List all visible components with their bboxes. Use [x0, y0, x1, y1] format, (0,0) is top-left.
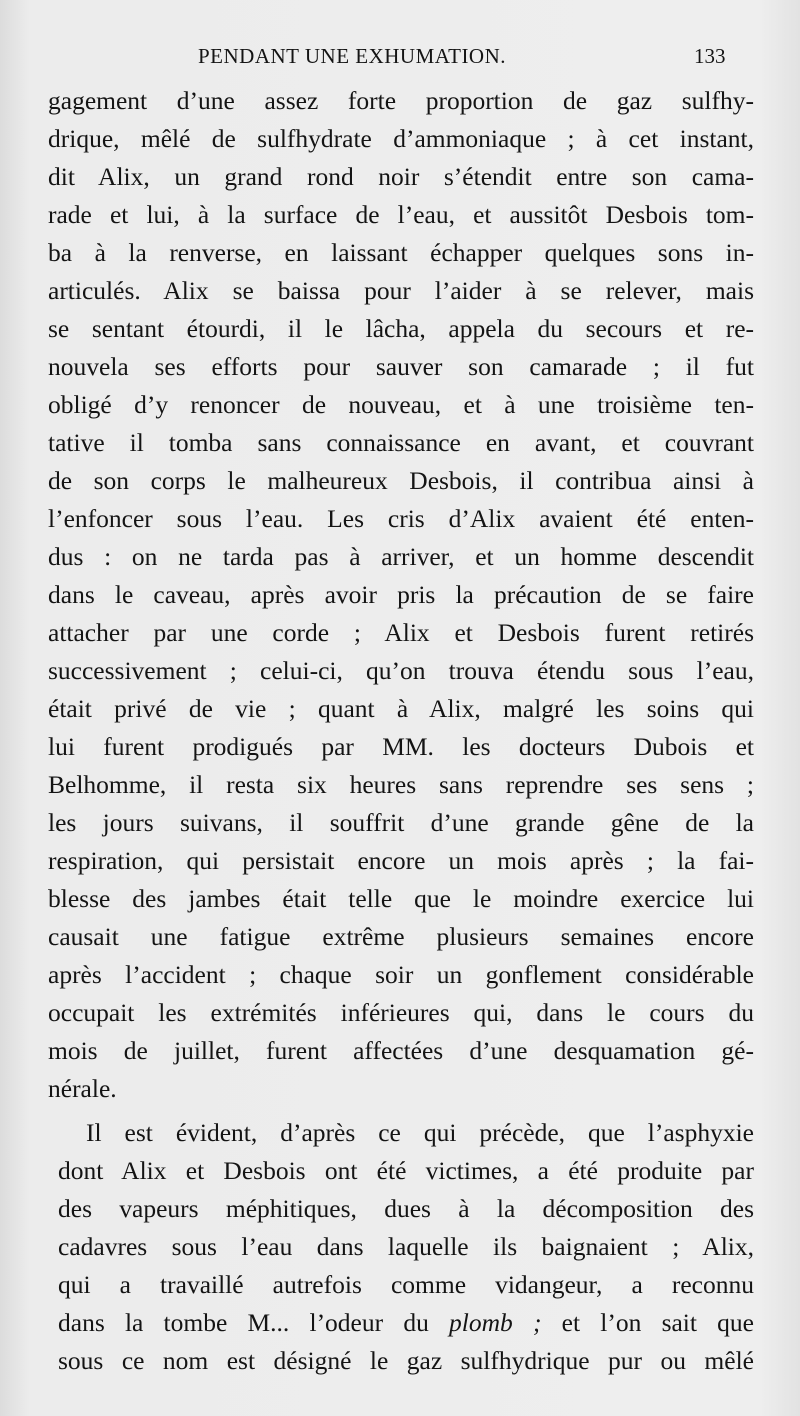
text-line-with-italic: [58, 1304, 754, 1342]
text-line: se sentant étourdi, il le lâcha, appela du secours et re-: [48, 314, 754, 343]
text-segment: et l’on sait que: [541, 1308, 754, 1337]
text-line: gagement d’une assez forte proportion de gaz sulfhy-: [48, 86, 754, 115]
page-number: 133: [694, 44, 726, 68]
text-line: attacher par une corde ; Alix et Desbois furent retirés: [48, 618, 754, 647]
text-line: ba à la renverse, en laissant échapper quelques sons in-: [48, 238, 754, 267]
text-line: tative il tomba sans connaissance en avant, et couvrant: [48, 428, 754, 457]
text-line: après l’accident ; chaque soir un gonflement considérable: [48, 960, 754, 989]
text-line: blesse des jambes était telle que le moindre exercice lui: [48, 884, 754, 913]
text-line: mois de juillet, furent affectées d’une desquamation gé-: [48, 1036, 754, 1065]
text-line: de son corps le malheureux Desbois, il contribua ainsi à: [48, 466, 754, 495]
running-title: PENDANT UNE EXHUMATION.: [198, 44, 507, 68]
text-line: dit Alix, un grand rond noir s’étendit entre son cama-: [48, 162, 754, 191]
text-line: obligé d’y renoncer de nouveau, et à une troisième ten-: [48, 390, 754, 419]
text-line: drique, mêlé de sulfhydrate d’ammoniaque ; à cet instant,: [48, 124, 754, 153]
text-line: Il est évident, d’après ce qui précède, que l’asphyxie: [86, 1118, 754, 1147]
page-header: [0, 44, 800, 74]
text-line: était privé de vie ; quant à Alix, malgré les soins qui: [48, 694, 754, 723]
text-line: dont Alix et Desbois ont été victimes, a été produite par: [58, 1156, 754, 1185]
text-segment: dans la tombe M... l’odeur du: [58, 1308, 450, 1337]
text-line: les jours suivans, il souffrit d’une grande gêne de la: [48, 808, 754, 837]
text-line: dans le caveau, après avoir pris la précaution de se faire: [48, 580, 754, 609]
text-line: qui a travaillé autrefois comme vidangeur, a reconnu: [58, 1270, 754, 1299]
text-line: articulés. Alix se baissa pour l’aider à se relever, mais: [48, 276, 754, 305]
text-line: respiration, qui persistait encore un mois après ; la fai-: [48, 846, 754, 875]
text-line: lui furent prodigués par MM. les docteurs Dubois et: [48, 732, 754, 761]
text-line: nérale.: [48, 1074, 117, 1103]
text-line: rade et lui, à la surface de l’eau, et aussitôt Desbois tom-: [48, 200, 754, 229]
italic-term: plomb ;: [449, 1308, 542, 1337]
text-line: sous ce nom est désigné le gaz sulfhydrique pur ou mêlé: [58, 1346, 754, 1375]
text-line: occupait les extrémités inférieures qui, dans le cours du: [48, 998, 754, 1027]
text-line: Belhomme, il resta six heures sans reprendre ses sens ;: [48, 770, 754, 799]
text-line: nouvela ses efforts pour sauver son camarade ; il fut: [48, 352, 754, 381]
text-line: cadavres sous l’eau dans laquelle ils baignaient ; Alix,: [58, 1232, 754, 1261]
text-line: dus : on ne tarda pas à arriver, et un homme descendit: [48, 542, 754, 571]
text-line: causait une fatigue extrême plusieurs semaines encore: [48, 922, 754, 951]
text-line: des vapeurs méphitiques, dues à la décomposition des: [58, 1194, 754, 1223]
text-line: successivement ; celui-ci, qu’on trouva étendu sous l’eau,: [48, 656, 754, 685]
text-line: l’enfoncer sous l’eau. Les cris d’Alix avaient été enten-: [48, 504, 754, 533]
